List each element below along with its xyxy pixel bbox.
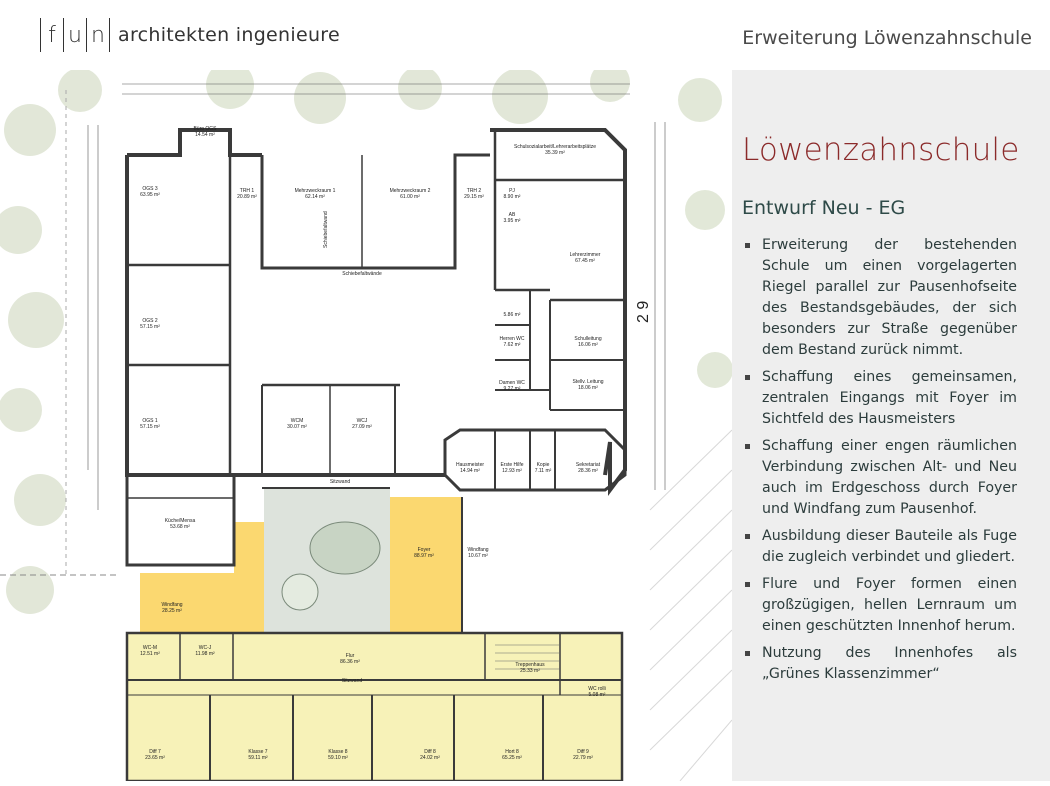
room-klasse8: Klasse 8 59.10 m² bbox=[328, 749, 348, 761]
room-trh2: TRH 2 29.15 m² bbox=[464, 188, 484, 200]
room-treppenhaus: Treppenhaus 25.33 m² bbox=[515, 662, 545, 674]
room-ogs3: OGS 3 63.95 m² bbox=[140, 186, 160, 198]
room-wc-rolli: WC rolli 5.08 m² bbox=[588, 686, 606, 698]
room-wcm: WCM 30.07 m² bbox=[287, 418, 307, 430]
list-item: Ausbildung dieser Bauteile als Fuge die zugleich verbindet und gliedert. bbox=[742, 526, 1017, 568]
room-windfang-east: Windfang 10.67 m² bbox=[467, 547, 489, 559]
room-schulsozialarbeit: Schulsozialarbeit/Lehrerarbeitsplätze 35.39 m² bbox=[514, 144, 596, 156]
description-panel bbox=[732, 70, 1050, 781]
room-herren-wc: Herren WC 7.62 m² bbox=[499, 336, 525, 348]
panel-title: Löwenzahnschule bbox=[742, 132, 1020, 168]
label-schiebefaltwaende: Schiebefaltwände bbox=[342, 271, 382, 277]
label-sitzwand-courtyard: Sitzwand bbox=[329, 479, 351, 485]
list-item: Erweiterung der bestehenden Schule um einen vorgelagerten Riegel parallel zur Pausenhofseite des Bestandsgebäudes, der sich besonders zur Straße gegenüber dem Bestand zurück nimmt. bbox=[742, 235, 1017, 361]
room-damen-wc: Damen WC 9.27 m² bbox=[499, 380, 525, 392]
room-sekretariat: Sekretariat 28.36 m² bbox=[575, 462, 601, 474]
logo bbox=[40, 18, 340, 52]
room-wcj: WCJ 27.09 m² bbox=[352, 418, 372, 430]
firm-name: architekten ingenieure bbox=[118, 24, 340, 46]
room-hausmeister: Hausmeister 14.94 m² bbox=[455, 462, 485, 474]
list-item: Nutzung des Innenhofes als „Grünes Klassenzimmer“ bbox=[742, 643, 1017, 685]
room-diff7: Diff 7 23.65 m² bbox=[145, 749, 165, 761]
room-hort8: Hort 8 65.25 m² bbox=[502, 749, 522, 761]
label-sitzwand-flur: Sitzwand bbox=[341, 678, 363, 684]
label-schiebefaltwand: Schiebefaltwand bbox=[323, 211, 329, 248]
bullet-list bbox=[742, 235, 1017, 691]
floor-plan bbox=[0, 70, 732, 781]
list-item: Flure und Foyer formen einen großzügigen, hellen Lernraum um einen geschützten Innenhof herum. bbox=[742, 574, 1017, 637]
room-ogs2: OGS 2 57.15 m² bbox=[140, 318, 160, 330]
room-diff9: Diff 9 22.79 m² bbox=[573, 749, 593, 761]
paving-hatch bbox=[650, 430, 732, 781]
room-ogs1: OGS 1 57.15 m² bbox=[140, 418, 160, 430]
project-title: Erweiterung Löwenzahnschule bbox=[742, 27, 1032, 49]
room-kopie: Kopie 7.11 m² bbox=[534, 462, 552, 474]
list-item: Schaffung einer engen räumlichen Verbindung zwischen Alt- und Neu auch im Erdgeschoss durch Foyer und Windfang zum Pausenhof. bbox=[742, 436, 1017, 520]
list-item: Schaffung eines gemeinsamen, zentralen Eingangs mit Foyer im Sichtfeld des Hausmeisters bbox=[742, 367, 1017, 430]
fuge-fill bbox=[234, 522, 264, 582]
room-mehrzweck1: Mehrzweckraum 1 62.14 m² bbox=[294, 188, 336, 200]
room-mehrzweck2: Mehrzweckraum 2 61.00 m² bbox=[389, 188, 431, 200]
room-ab: AB 3.95 m² bbox=[503, 212, 521, 224]
room-klasse7: Klasse 7 59.11 m² bbox=[248, 749, 268, 761]
axis-label: 2 9 bbox=[635, 300, 652, 323]
logo-letter-n: n bbox=[87, 18, 110, 52]
room-pj: PJ 8.90 m² bbox=[503, 188, 521, 200]
room-buero-ogs: Büro OGS 14.54 m² bbox=[193, 126, 217, 138]
room-foyer: Foyer 88.97 m² bbox=[414, 547, 434, 559]
foyer-fill bbox=[390, 497, 462, 633]
logo-letter-f: f bbox=[41, 18, 64, 52]
room-rl: 5.86 m² bbox=[503, 312, 521, 318]
room-erste-hilfe: Erste Hilfe 12.93 m² bbox=[500, 462, 524, 474]
room-kueche-mensa: Küche/Mensa 53.68 m² bbox=[164, 518, 196, 530]
room-trh1: TRH 1 20.89 m² bbox=[237, 188, 257, 200]
room-wc-m: WC-M 12.51 m² bbox=[140, 645, 160, 657]
logo-letter-u: u bbox=[64, 18, 87, 52]
room-lehrerzimmer: Lehrerzimmer 67.45 m² bbox=[569, 252, 601, 264]
room-diff8: Diff 8 24.02 m² bbox=[420, 749, 440, 761]
room-windfang-west: Windfang 28.25 m² bbox=[161, 602, 183, 614]
room-stellv-leitung: Stellv. Leitung 18.06 m² bbox=[572, 379, 604, 391]
panel-subtitle: Entwurf Neu - EG bbox=[742, 197, 906, 219]
room-flur: Flur 86.36 m² bbox=[340, 653, 360, 665]
room-wc-j: WC-J 11.98 m² bbox=[195, 645, 215, 657]
room-schulleitung: Schulleitung 16.06 m² bbox=[574, 336, 602, 348]
